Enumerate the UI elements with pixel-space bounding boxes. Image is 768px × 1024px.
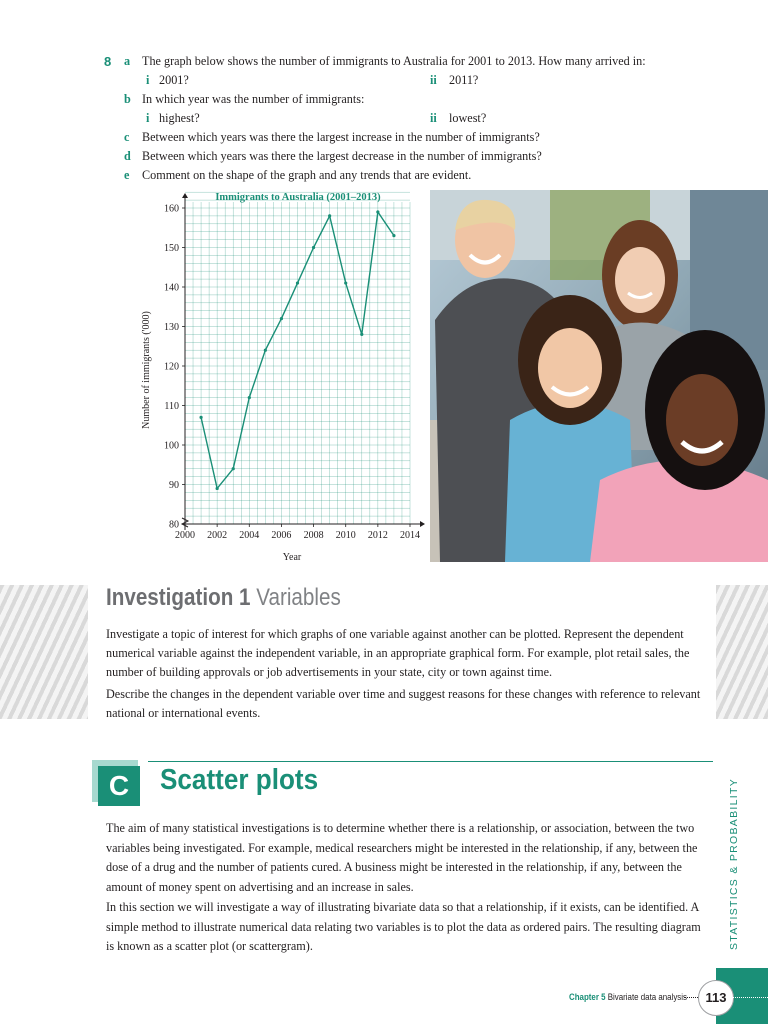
part-a-letter: a [124,54,131,68]
chart-title: Immigrants to Australia (2001–2013) [215,192,381,203]
footer-chapter-title: Bivariate data analysis [607,992,688,1002]
students-photo [430,190,768,562]
chart-grid [185,192,410,524]
data-point [216,487,219,490]
y-tick-label: 80 [169,519,179,531]
y-tick-label: 150 [164,243,179,254]
investigation-stripe-left [0,585,88,719]
data-point [248,396,251,399]
part-a-ii-text: 2011? [449,73,479,87]
page-number: 113 [698,980,734,1016]
part-d-text: Between which years was there the largest decrease in the number of immigrants? [142,149,542,163]
part-e-letter: e [124,168,130,182]
section-body [106,819,706,958]
y-tick-label: 140 [164,282,179,294]
question-8 [104,52,744,185]
x-tick-label: 2014 [400,530,420,541]
footer-chapter-number: Chapter 5 [569,992,606,1002]
x-tick-label: 2006 [271,530,292,541]
investigation-paragraph-1: Investigate a topic of interest for which graphs of one variable against another can be plotted. Represent the dependent numerical variable against the independent variable, in an appropriate graphical form. For example, plot retail sales, the number of building approvals or job advertisements in your state, city or town against time. [106,627,690,679]
part-e-text: Comment on the shape of the graph and any trends that are evident. [142,168,472,182]
investigation-body [106,625,706,726]
chart-tick-labels [164,204,420,542]
part-b-ii-text: lowest? [449,111,487,125]
footer-dotted-rule-right [733,997,768,998]
part-c-letter: c [124,130,130,144]
x-tick-label: 2012 [367,530,388,541]
section-letter-box: C [98,766,140,806]
part-b-i-label: i [146,111,150,125]
investigation-title-light: Variables [256,584,341,611]
x-tick-label: 2004 [239,530,260,541]
part-a-i-label: i [146,73,150,87]
y-tick-label: 160 [164,203,179,215]
part-b-text: In which year was the number of immigrants: [142,92,365,106]
data-point [232,467,235,470]
immigrants-line-chart [130,186,430,566]
part-c-text: Between which years was there the largest increase in the number of immigrants? [142,130,540,144]
chart-axes [182,193,425,530]
strand-side-tab: STATISTICS & PROBABILITY [728,777,740,950]
x-axis-arrow [420,521,425,527]
part-b-letter: b [124,92,131,106]
y-axis-arrow [182,193,188,198]
data-point [312,246,315,249]
x-tick-label: 2008 [303,530,324,541]
investigation-stripe-right [716,585,768,719]
question-number: 8 [104,54,112,69]
y-tick-label: 120 [164,361,179,373]
data-point [328,214,331,217]
part-a-i-text: 2001? [159,73,189,87]
part-b-i-text: highest? [159,111,200,125]
x-tick-label: 2010 [335,530,356,541]
data-point [376,210,379,213]
y-tick-label: 110 [164,401,179,412]
investigation-title-bold: Investigation 1 [106,584,251,611]
x-tick-label: 2000 [175,530,195,541]
x-axis-label: Year [282,552,302,563]
section-rule [148,761,713,762]
footer-chapter [569,992,687,1002]
part-d-letter: d [124,149,131,163]
data-point [199,416,202,419]
y-tick-label: 130 [164,322,179,333]
y-axis-label: Number of immigrants ('000) [141,311,152,429]
section-paragraph-1: The aim of many statistical investigations is to determine whether there is a relationship, or association, between the two variables being investigated. For example, medical researchers might be interested in the relationship, if any, between the dose of a drug and the number of patients cured. A business might be interested in the relationship, if any, between the amount of money spent on advertising and an increase in sales. [106,821,698,894]
x-tick-label: 2002 [207,530,228,541]
data-point [264,349,267,352]
part-b-ii-label: ii [430,111,437,125]
data-point [296,281,299,284]
data-point [344,281,347,284]
investigation-paragraph-2: Describe the changes in the dependent variable over time and suggest reasons for these changes with reference to relevant national or international events. [106,687,701,720]
data-point [280,317,283,320]
y-tick-label: 100 [164,440,179,452]
data-point [392,234,395,237]
y-tick-label: 90 [169,480,179,491]
section-title: Scatter plots [160,764,319,796]
investigation-title [106,584,341,612]
part-a-text: The graph below shows the number of immigrants to Australia for 2001 to 2013. How many arrived in: [142,54,646,68]
part-a-ii-label: ii [430,73,437,87]
section-paragraph-2: In this section we will investigate a way of illustrating bivariate data so that a relationship, if it exists, can be identified. A simple method to illustrate numerical data relating two variables is to plot the data as ordered pairs. The resulting diagram is known as a scatter plot (or scattergram). [106,900,701,953]
data-point [360,333,363,336]
